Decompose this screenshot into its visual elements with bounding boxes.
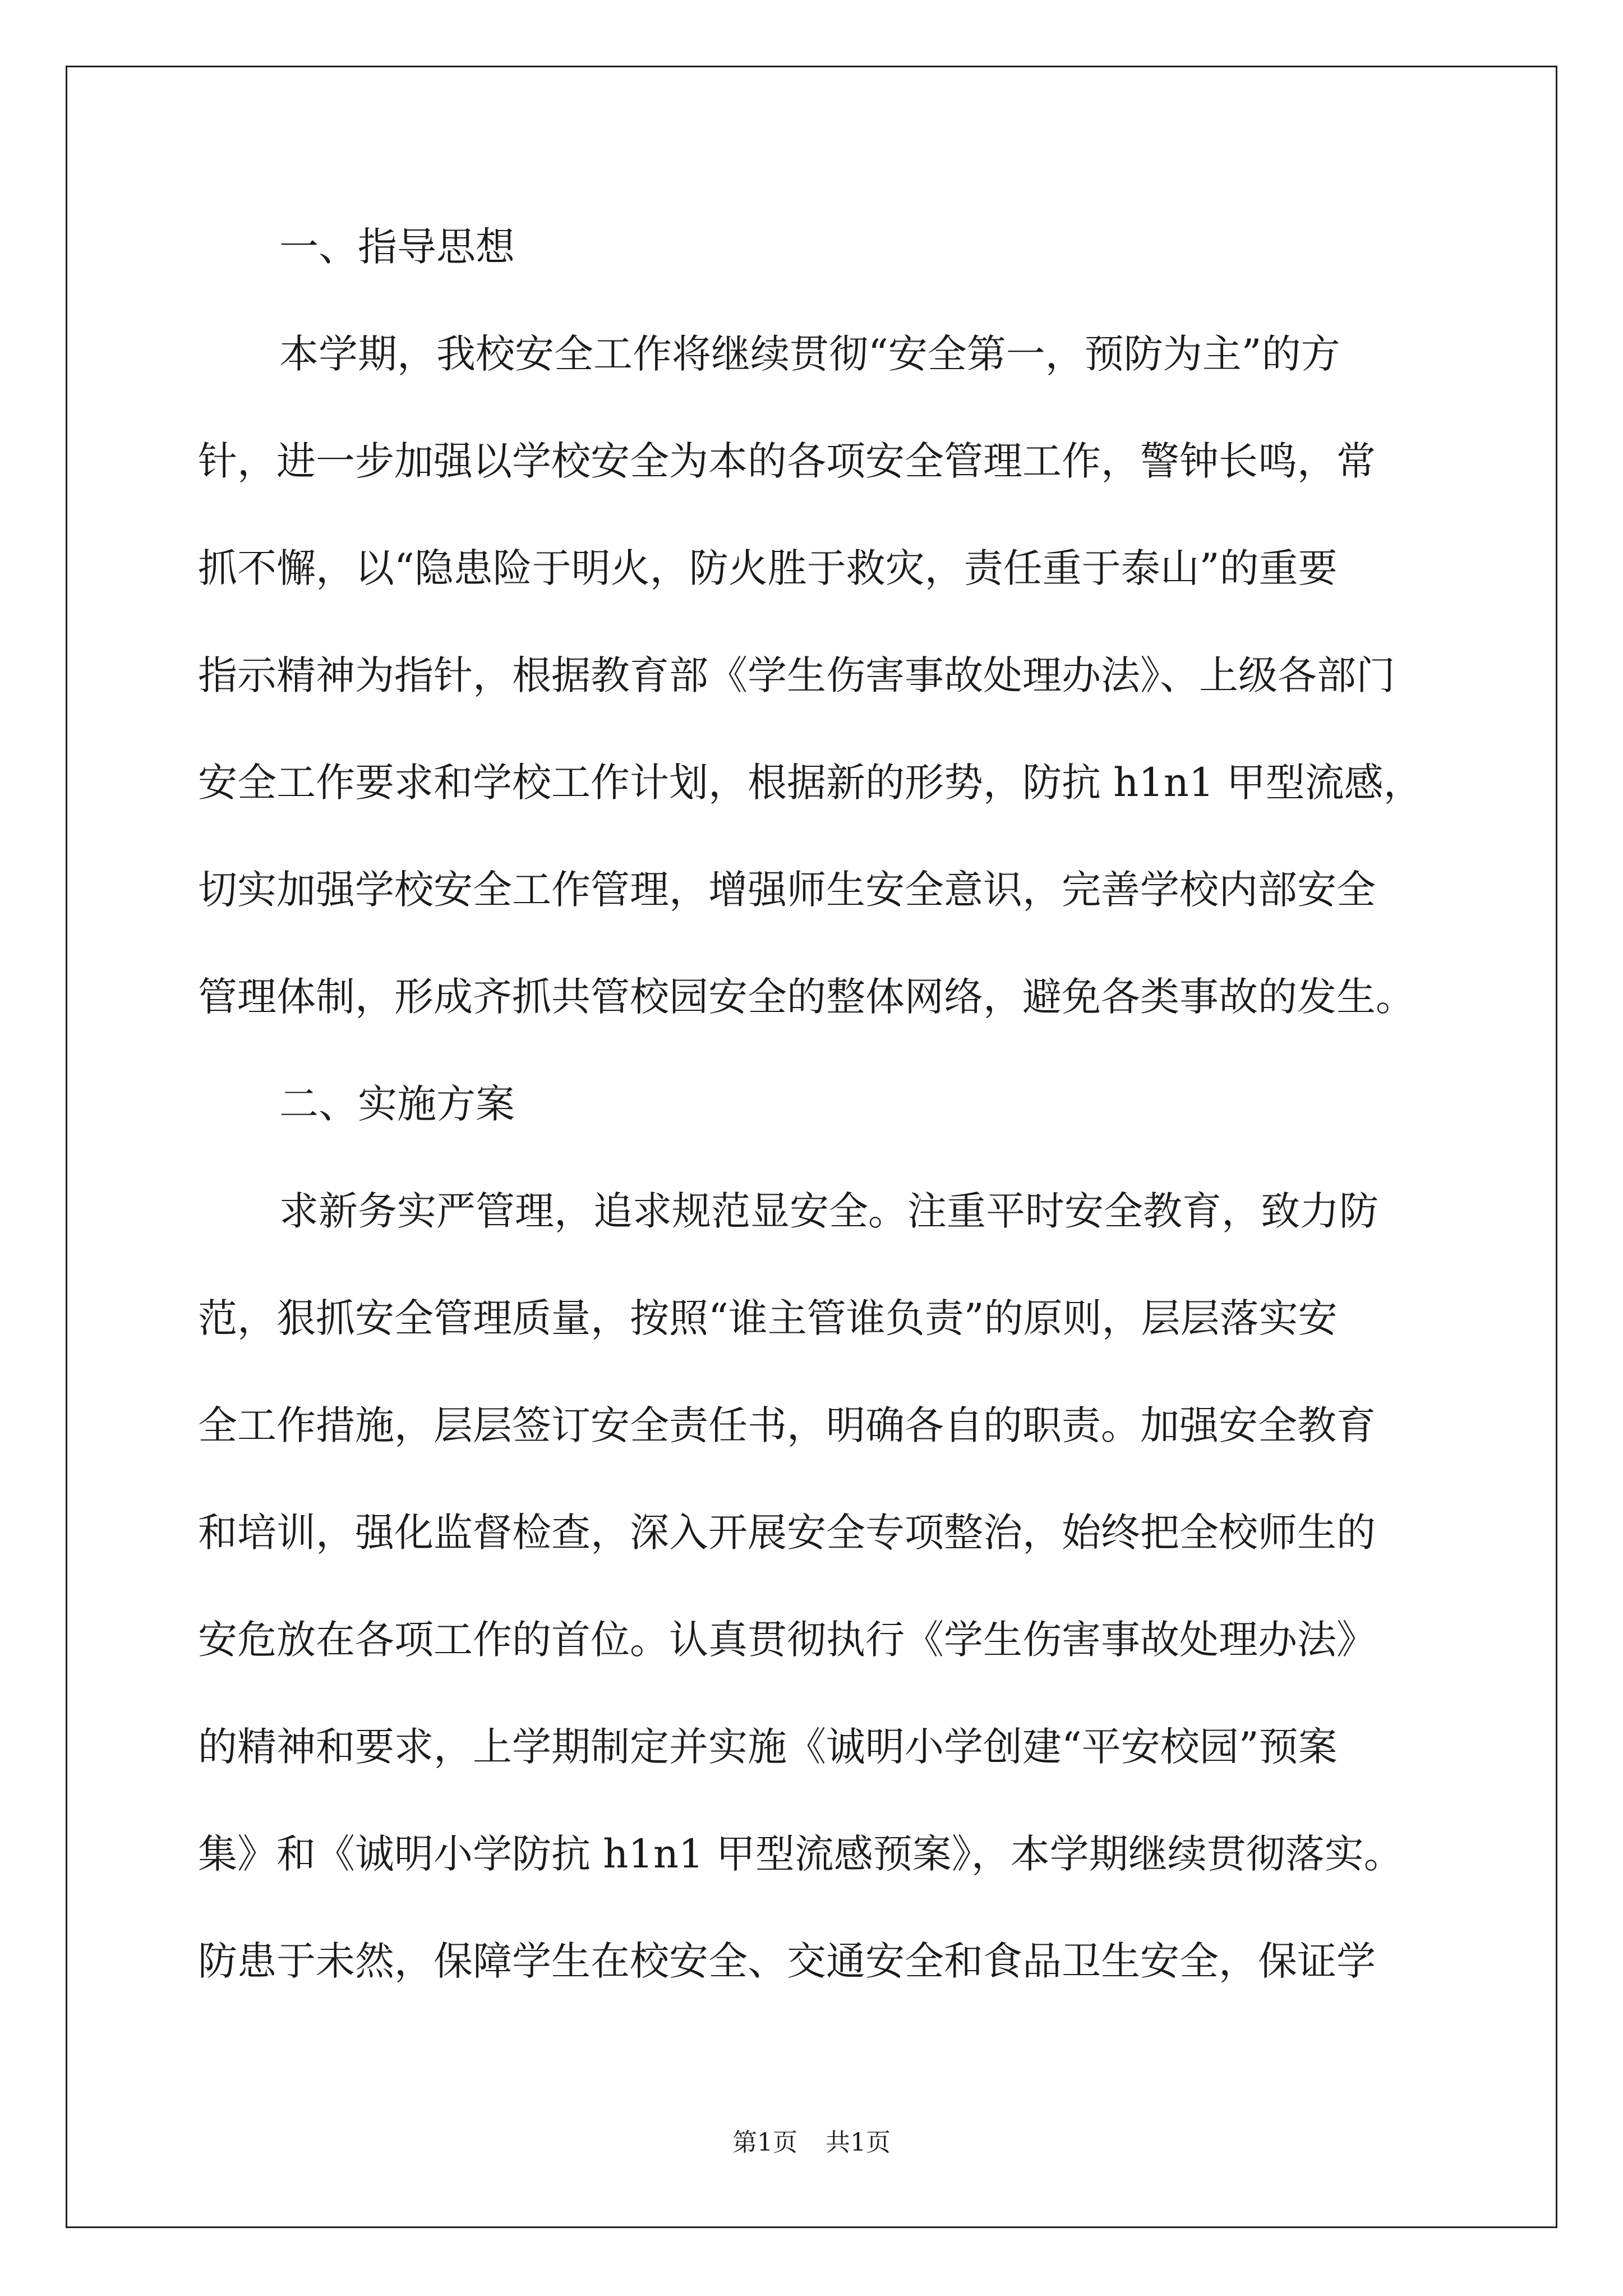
document-body <box>198 213 1426 2035</box>
paragraph-line: 针，进一步加强以学校安全为本的各项安全管理工作，警钟长鸣，常 <box>198 438 1376 484</box>
page-total: 共1页 <box>826 2128 891 2157</box>
paragraph-line: 求新务实严管理，追求规范显安全。注重平时安全教育，致力防 <box>279 1188 1378 1234</box>
paragraph-line: 本学期，我校安全工作将继续贯彻“安全第一，预防为主”的方 <box>279 331 1340 377</box>
paragraph-line: 抓不懈，以“隐患险于明火，防火胜于救灾，责任重于泰山”的重要 <box>198 545 1338 591</box>
paragraph-line: 切实加强学校安全工作管理，增强师生安全意识，完善学校内部安全 <box>198 867 1376 913</box>
section-heading-guiding-ideology: 一、指导思想 <box>279 224 515 270</box>
paragraph-line: 和培训，强化监督检查，深入开展安全专项整治，始终把全校师生的 <box>198 1510 1376 1556</box>
paragraph-line: 防患于未然，保障学生在校安全、交通安全和食品卫生安全，保证学 <box>198 1938 1376 1984</box>
paragraph-line: 安危放在各项工作的首位。认真贯彻执行《学生伤害事故处理办法》 <box>198 1617 1376 1663</box>
page-footer <box>0 2126 1623 2160</box>
page-number: 第1页 <box>732 2128 797 2157</box>
paragraph-line: 范，狠抓安全管理质量，按照“谁主管谁负责”的原则，层层落实安 <box>198 1295 1338 1341</box>
section-heading-implementation-plan: 二、实施方案 <box>279 1081 515 1127</box>
paragraph-line: 全工作措施，层层签订安全责任书，明确各自的职责。加强安全教育 <box>198 1402 1376 1448</box>
paragraph-line: 集》和《诚明小学防抗 h1n1 甲型流感预案》，本学期继续贯彻落实。 <box>198 1831 1403 1877</box>
paragraph-line: 管理体制，形成齐抓共管校园安全的整体网络，避免各类事故的发生。 <box>198 974 1415 1020</box>
paragraph-line: 安全工作要求和学校工作计划，根据新的形势，防抗 h1n1 甲型流感， <box>198 760 1423 806</box>
paragraph-line: 指示精神为指针，根据教育部《学生伤害事故处理办法》、上级各部门 <box>198 652 1395 698</box>
paragraph-line: 的精神和要求，上学期制定并实施《诚明小学创建“平安校园”预案 <box>198 1724 1338 1770</box>
